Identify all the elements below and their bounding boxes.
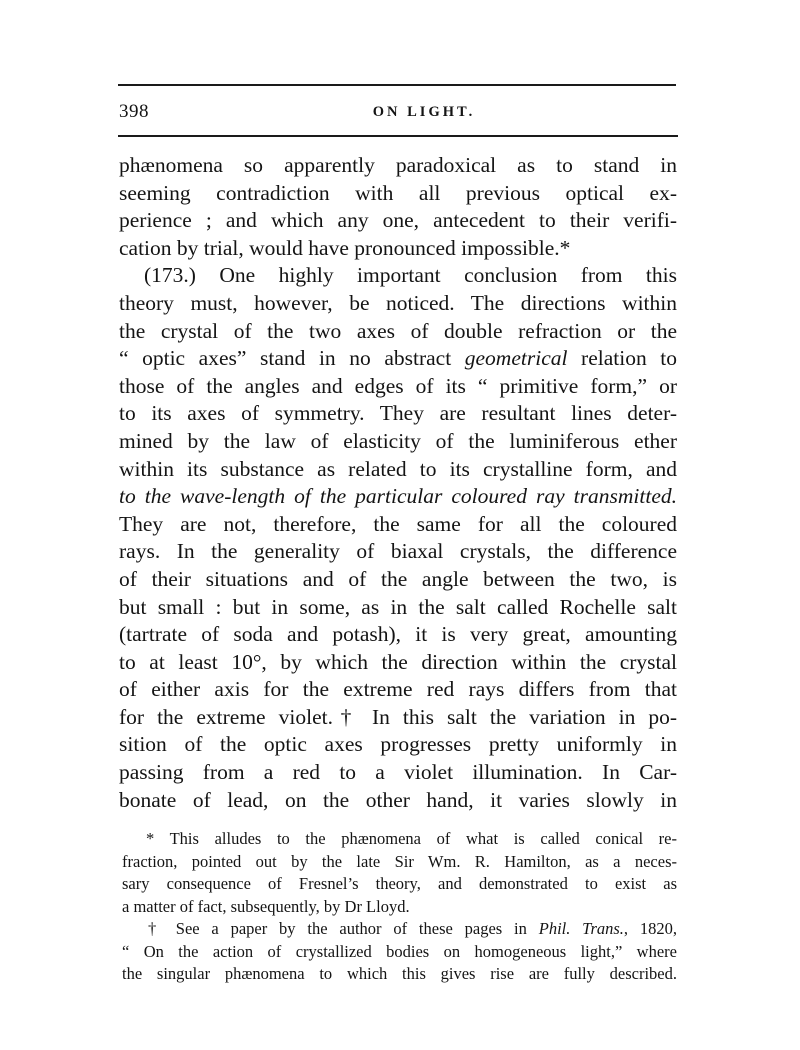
body-line: theory must, however, be noticed. The directions within — [119, 290, 677, 315]
footnote-dagger-line: the singular phænomena to which this gives rise are fully described. — [122, 964, 677, 983]
footnote-star-line: * This alludes to the phænomena of what is called conical re- — [146, 829, 677, 848]
body-text — [119, 152, 677, 814]
body-line: perience ; and which any one, antecedent to their verifi- — [119, 208, 677, 233]
body-line: those of the angles and edges of its “ primitive form,” or — [119, 373, 677, 398]
italic-phrase: to the wave-length of the particular coloured ray transmitted. — [119, 484, 677, 509]
body-line: sition of the optic axes progresses pretty uniformly in — [119, 732, 677, 757]
footnote-star-line: a matter of fact, subsequently, by Dr Lloyd. — [122, 896, 410, 916]
body-line: (tartrate of soda and potash), it is very great, amounting — [119, 622, 677, 647]
body-line: cation by trial, would have pronounced impossible.* — [119, 235, 571, 260]
footnote-dagger-line: “ On the action of crystallized bodies on homogeneous light,” where — [122, 941, 677, 961]
body-line: to its axes of symmetry. They are resultant lines deter- — [119, 401, 677, 426]
page-number: 398 — [119, 101, 149, 122]
body-line: bonate of lead, on the other hand, it varies slowly in — [119, 787, 677, 812]
italic-phrase: geometrical — [464, 346, 568, 371]
body-text-segment: relation to — [581, 346, 678, 371]
header-rule-top — [118, 84, 676, 86]
body-line: but small : but in some, as in the salt called Rochelle salt — [119, 594, 677, 619]
footnote-star-line: fraction, pointed out by the late Sir Wm. R. Hamilton, as a neces- — [122, 851, 677, 871]
body-line: seeming contradiction with all previous optical ex- — [119, 180, 677, 205]
body-line — [119, 345, 677, 373]
body-line: of their situations and of the angle between the two, is — [119, 566, 677, 591]
body-line: rays. In the generality of biaxal crystals, the difference — [119, 539, 677, 564]
body-line: mined by the law of elasticity of the luminiferous ether — [119, 428, 677, 453]
body-line: to at least 10°, by which the direction within the crystal — [119, 649, 677, 674]
body-line: the crystal of the two axes of double refraction or the — [119, 318, 677, 343]
journal-title: Phil. Trans. — [538, 919, 624, 938]
footnote-text-segment: † See a paper by the author of these pages in — [148, 919, 539, 938]
body-line — [119, 483, 677, 511]
footnotes — [122, 828, 677, 986]
body-line: of either axis for the extreme red rays differs from that — [119, 677, 677, 702]
footnote-star-line: sary consequence of Fresnel’s theory, and demonstrated to exist as — [122, 874, 677, 893]
body-text-segment: “ optic axes” stand in no abstract — [119, 346, 452, 371]
body-line: within its substance as related to its crystalline form, and — [119, 456, 677, 481]
body-line: for the extreme violet.† In this salt the variation in po- — [119, 704, 677, 729]
footnote-text-segment: , 1820, — [623, 919, 678, 938]
paragraph-173-first-line: (173.) One highly important conclusion from this — [144, 263, 677, 288]
body-line: phænomena so apparently paradoxical as to stand in — [119, 153, 677, 177]
header-rule-bottom — [118, 135, 678, 137]
body-line: passing from a red to a violet illumination. In Car- — [119, 760, 677, 785]
footnote-dagger-line — [122, 918, 677, 941]
running-title: ON LIGHT. — [372, 104, 476, 120]
body-line: They are not, therefore, the same for all the coloured — [119, 511, 677, 536]
